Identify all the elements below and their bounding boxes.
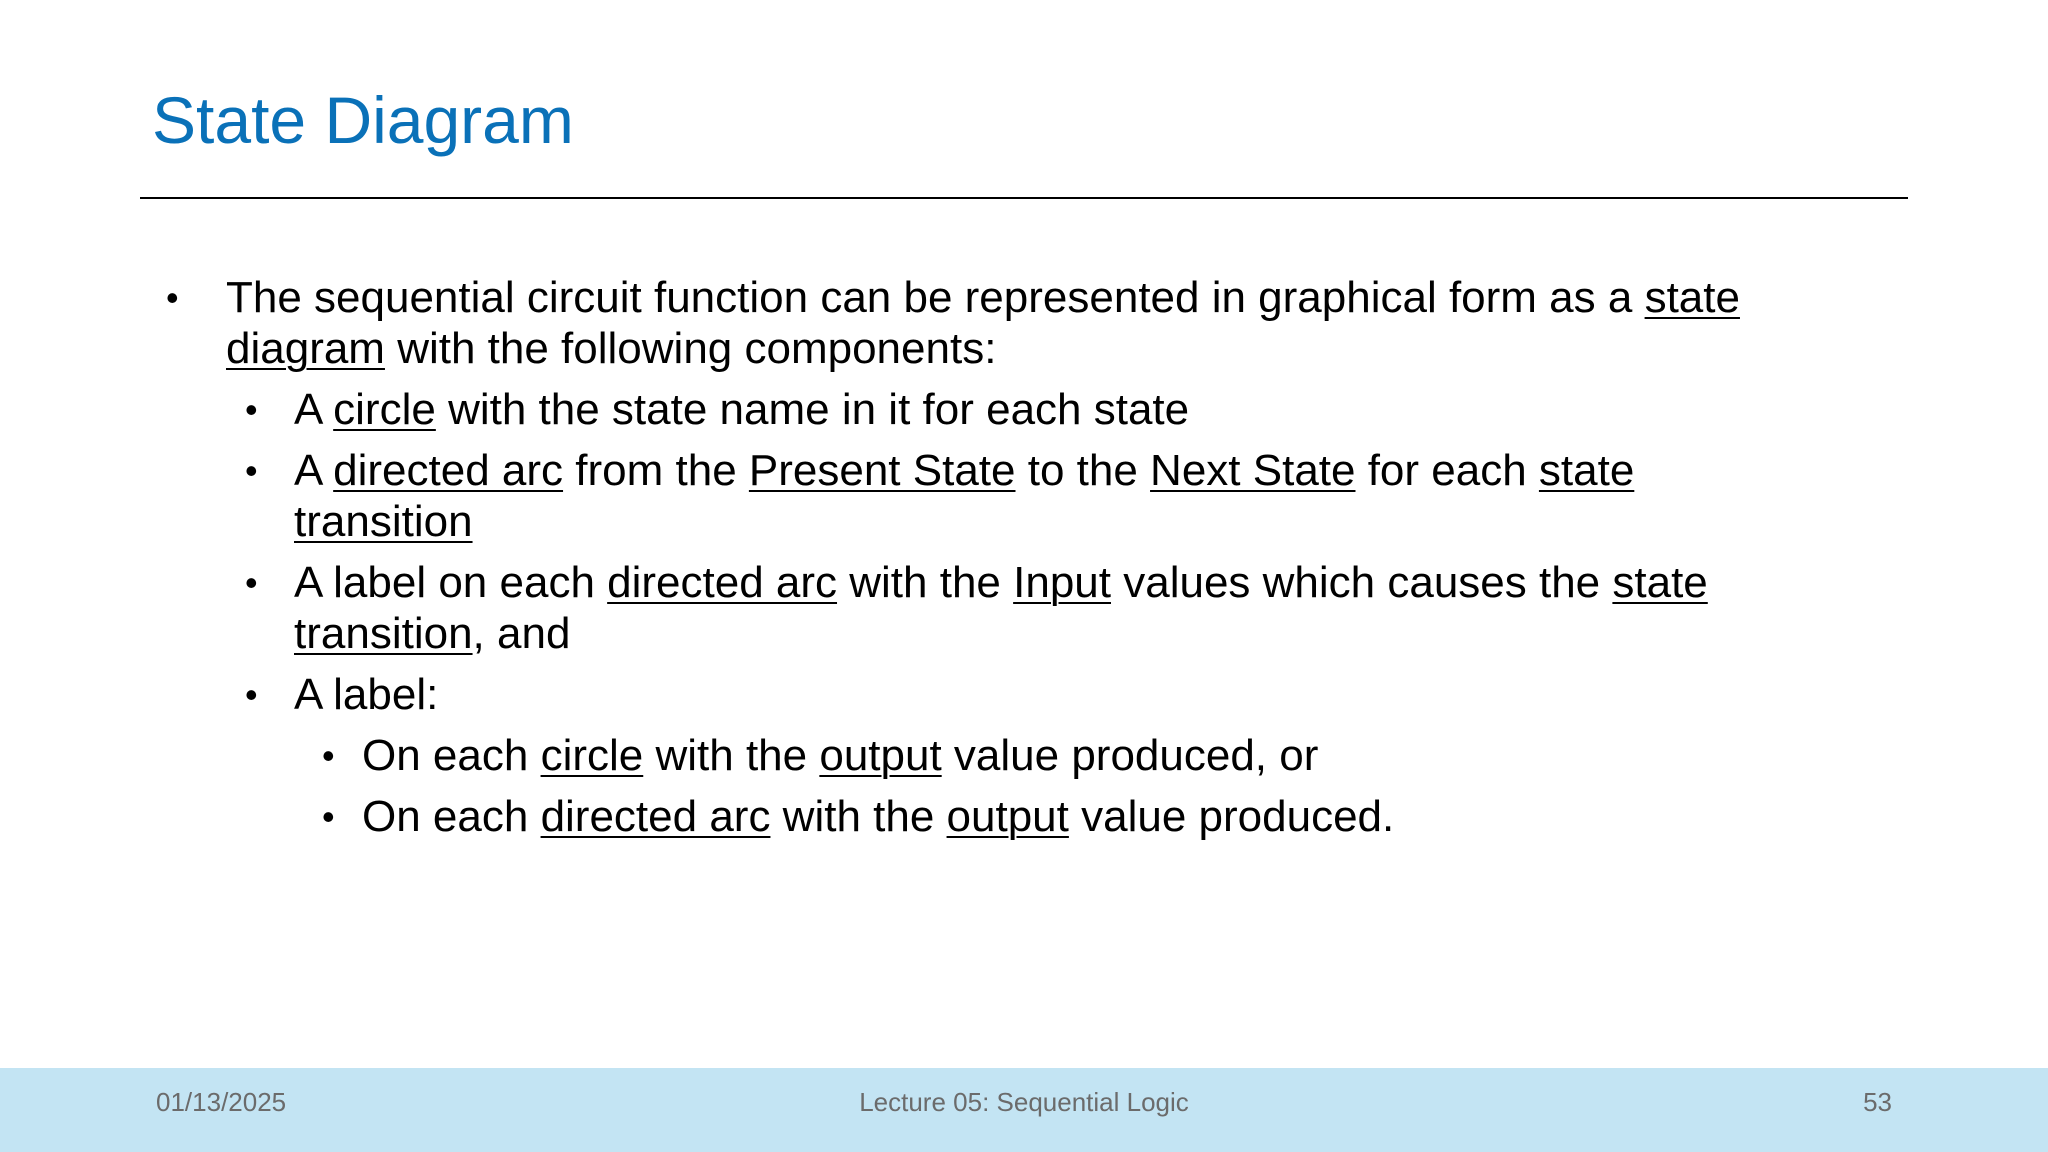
footer-lecture-title: Lecture 05: Sequential Logic [859,1087,1189,1117]
slide-title: State Diagram [152,83,574,157]
term-transition: transition [294,609,473,658]
bullet-glyph: • [245,389,258,430]
bullet-glyph: • [166,277,179,318]
bullet-1-line-1 [226,272,1740,324]
bullet-3-text-b: to the [1015,446,1151,495]
bullet-glyph: • [245,562,258,603]
bullet-2-text: A [294,385,334,434]
bullet-3-text: A [294,446,334,495]
bullet-1-text: The sequential circuit function can be represented in graphical form as a [226,273,1645,322]
term-diagram: diagram [226,324,385,373]
bullet-glyph: • [245,674,258,715]
footer-date: 01/13/2025 [156,1087,287,1117]
term-directed-arc: directed arc [540,792,771,841]
bullet-2 [294,384,1189,436]
bullet-7-text-a: with the [770,792,947,841]
term-next-state: Next State [1150,446,1356,495]
bullet-3-line-1 [294,445,1634,497]
term-circle: circle [540,731,644,780]
bullet-glyph: • [245,450,258,491]
bullet-glyph: • [322,735,335,776]
term-directed-arc: directed arc [607,558,838,607]
bullet-4-text: A label on each [294,558,608,607]
bullet-6-text-a: with the [643,731,820,780]
bullet-4-text-a: with the [837,558,1014,607]
bullet-6-text: On each [362,731,541,780]
term-state: state [1644,273,1740,322]
bullet-1-line-2 [226,323,996,375]
bullet-7-text-b: value produced. [1068,792,1395,841]
term-output: output [819,731,942,780]
bullet-5: A label: [294,670,439,719]
bullet-4-line-2 [294,608,570,660]
bullet-1-text-cont: with the following components: [384,324,997,373]
term-output: output [946,792,1069,841]
title-divider [140,197,1908,199]
bullet-7-text: On each [362,792,541,841]
bullet-2-text-cont: with the state name in it for each state [435,385,1190,434]
bullet-7 [362,791,1394,843]
slide-footer [0,1068,2048,1152]
bullet-3-text-a: from the [563,446,749,495]
bullet-6 [362,730,1318,782]
term-state: state [1612,558,1708,607]
term-state: state [1538,446,1635,495]
footer-page-number: 53 [1863,1087,1892,1117]
bullet-glyph: • [322,796,335,837]
term-transition: transition [294,497,473,546]
term-circle: circle [333,385,436,434]
term-input: Input [1013,558,1111,607]
bullet-3-text-c: for each [1355,446,1539,495]
bullet-4-text-b: values which causes the [1111,558,1613,607]
bullet-4-line-1 [294,557,1708,609]
term-directed-arc: directed arc [333,446,564,495]
bullet-6-text-b: value produced, or [941,731,1319,780]
term-present-state: Present State [748,446,1016,495]
bullet-3-line-2 [294,496,473,548]
bullet-4-text-c: , and [472,609,571,658]
